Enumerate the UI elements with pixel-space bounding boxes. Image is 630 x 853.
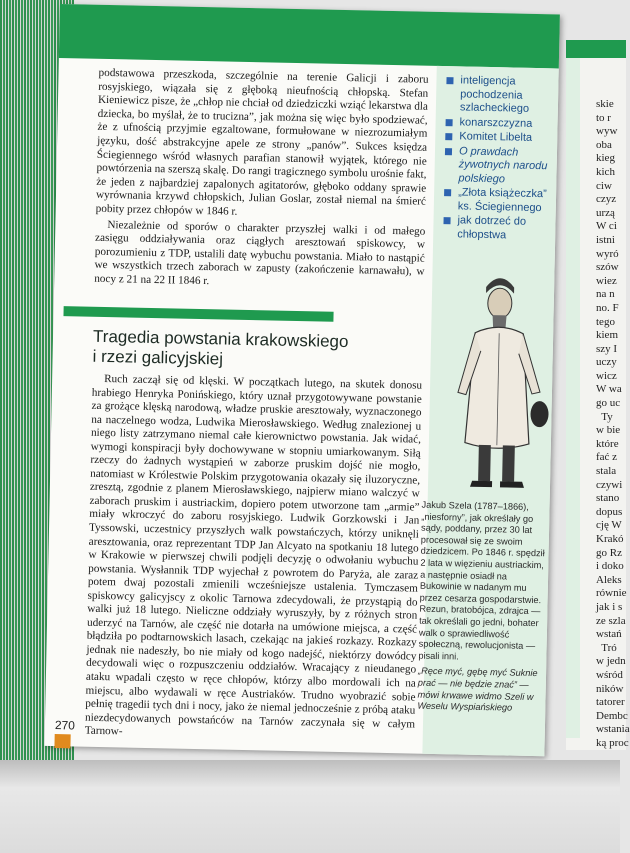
square-bullet-icon [444, 189, 451, 196]
right-page-sidebar [566, 58, 580, 738]
square-bullet-icon [445, 148, 452, 155]
list-item: inteligencja pochodzenia szlacheckiego [446, 74, 562, 117]
key-terms-list [443, 74, 561, 244]
list-item: O prawdach żywotnych narodu polskiego [444, 145, 560, 188]
section-title [92, 327, 393, 373]
portrait-illustration [442, 262, 555, 494]
caption-quote: „Ręce myć, gębę myć Suknie prać — nie będzie znać” — mówi krwawe widmo Szeli w Weselu Wyspiańskiego [417, 665, 538, 713]
textbook-page [44, 4, 559, 756]
page-number-marker [54, 734, 70, 748]
intro-text [94, 67, 429, 295]
section-divider-band [63, 306, 333, 322]
square-bullet-icon [446, 77, 453, 84]
list-item: konarszczyzna [445, 116, 560, 132]
square-bullet-icon [445, 133, 452, 140]
section-text [85, 373, 423, 748]
right-page-green-band [566, 40, 626, 58]
list-item: jak dotrzeć do chłopstwa [443, 214, 559, 243]
section-title-line: Tragedia powstania krakowskiego [92, 326, 349, 352]
paragraph: Niezależnie od sporów o charakter przyszłej walki i od małego zasięgu oddziaływania oraz ciągłych aresztowań spiskowcy, w porozumieniu z TDP, ustalili datę wybuchu powstania. Miało to nastąpić we wszystkich trzech zaborach w zapusty (zakończenie karnawału), w nocy z 21 na 22 II 1846 r. [94, 218, 426, 288]
right-page-fragment [566, 40, 630, 750]
caption-text: Jakub Szela (1787–1866), „niesforny”, jak określały go sądy, poddany, przez 30 lat procesował się ze swoim dziedzicem. Po 1846 r. spędził 2 lata w więzieniu austriackim, a następnie osiadł na Bukowinie w nadanym mu przez cesarza gospodarstwie. Rezun, bratobójca, zdrajca — tak określali go jedni, bohater walk o sprawiedliwość społeczną, rewolucjonista — pisali inni. [418, 499, 545, 662]
page-number: 270 [54, 718, 76, 733]
square-bullet-icon [446, 119, 453, 126]
square-bullet-icon [443, 217, 450, 224]
list-item: „Złota książeczka” ks. Ściegiennego [444, 186, 560, 215]
list-item: Komitet Libelta [445, 130, 560, 146]
right-page-text: skie to r wyw oba kieg kich ciw czyz urzą W ci istni wyró szów wiez na n no. F tego kiem szy I uczy wicz W wa go uc Ty w bie które fać z stala czywi stano dopus cję W Krakó go Rz i doko Aleks równie jak i s ze szla wstań Tró w jedn wśród ników tatorer Dembc wstania ką proc [596, 98, 630, 749]
illustration-caption [417, 500, 551, 715]
paragraph: podstawowa przeszkoda, szczególnie na terenie Galicji i zaboru rosyjskiego, wiązała się z głęboką nieufnością chłopską. Stefan Kieniewicz pisze, że „chłop nie chciał od dziedziczki wziąć lekarstwa dla dziecka, bo myślał, że to trucizna”, jak można się więc było spodziewać, że z ufnością przyjmie egzaltowane, formułowane w niezrozumiałym języku, dość abstrakcyjne apele ze strony „panów”. Sukces księdza Ściegiennego wśród własnych parafian stanowił wyjątek, którego nie powtórzenia na szerszą skalę. Do rangi tragicznego symbolu urośnie fakt, że jeden z najbardziej zapalonych agitatorów, głęboko oddany sprawie wyrównania krzywd chłopskich, Julian Goslar, został niemal na śmierć pobity przez chłopów w 1846 r. [95, 66, 429, 218]
scanner-background [0, 760, 620, 853]
top-green-band [59, 4, 560, 68]
paragraph: Ruch zaczął się od klęski. W początkach lutego, na skutek donosu hrabiego Henryka Ponińskiego, który uznał przygotowywane powstanie za grożące klęską narodową, władze pruskie aresztowały, wyznaczonego na naczelnego wodza, Ludwika Mierosławskiego. Według znalezionej u niego listy zatrzymano niemal całe kierownictwo powstania. Jak widać, wymogi konspiracji były dochowywane w stopniu umiarkowanym. Siłą rzeczy do żadnych wystąpień w zaborze pruskim dojść nie mogło, natomiast w Królestwie Polskim przygotowania okazały się iluzoryczne, zresztą, zgodnie z planem Mierosławskiego, najpierw miano walczyć w zaborach pruskim i austriackim, dopiero potem utworzone tam „armie” miały wkroczyć do zaboru rosyjskiego. Ludwik Gorzkowski i Jan Tyssowski, uczestnicy przyszłych walk powstańczych, którzy uniknęli aresztowania, oraz reprezentant TDP Jan Alcyato na spotkaniu 18 lutego w Krakowie w pierwszej chwili podjęli decyzję o odwołaniu wybuchu powstania. Wysłannik TDP wyjechał z powrotem do Paryża, ale zaraz potem dwaj pozostali zmienili wcześniejsze ustalenia. Tymczasem spiskowcy galicyjscy z okolic Tarnowa zdecydowali, że przystąpią do walki już 18 lutego. Nieliczne oddziały wyruszyły, by z różnych stron uderzyć na Tarnów, ale część nie dotarła na umówione miejsca, a część błądziła po podtarnowskich lasach, czekając na jakieś rozkazy. Rozkazy jednak nie nadeszły, bo nie miały od kogo nadejść, niektórzy dowódcy decydowali więc o rozpuszczeniu oddziałów. Wracający z nieudanego ataku wpadali często w ręce chłopów, którzy albo mordowali ich na miejscu, albo wydawali w ręce Austriaków. Trudno wyobrazić sobie pełnię tragedii tych dni i nocy, jako że niemal jednocześnie z próbą ataku niezdecydowanych powstańców na Tarnów zaczynała się w całym Tarnow- [84, 373, 423, 738]
section-title-line: i rzezi galicyjskiej [92, 346, 224, 369]
